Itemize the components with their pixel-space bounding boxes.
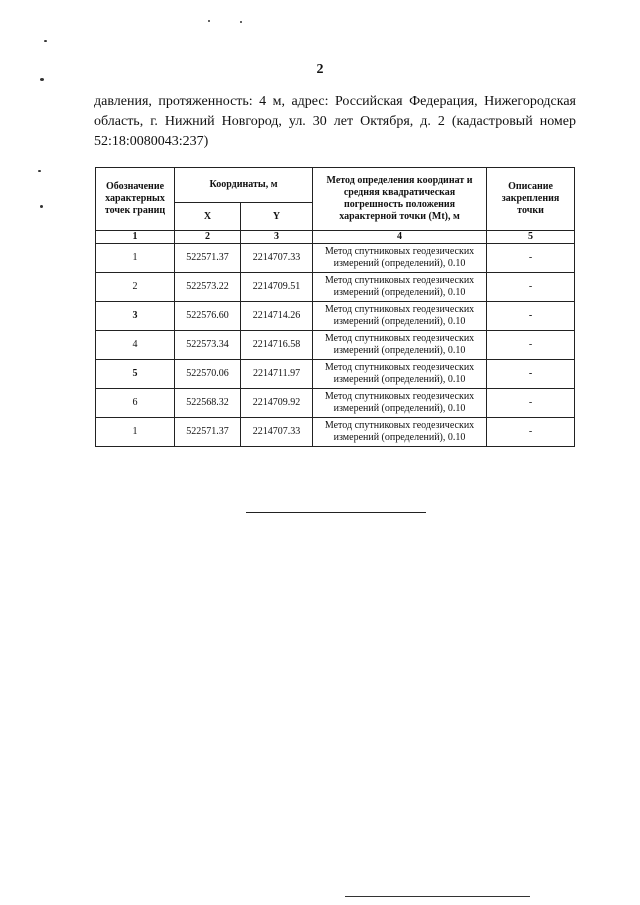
header-method: Метод определения координат и средняя квадратическая погрешность положения характерной точки (Mt), м (313, 168, 487, 231)
cell-y: 2214711.97 (241, 360, 313, 389)
column-number: 3 (241, 231, 313, 244)
cell-point: 2 (96, 273, 175, 302)
column-number: 4 (313, 231, 487, 244)
cell-y: 2214707.33 (241, 418, 313, 447)
body-paragraph: давления, протяженность: 4 м, адрес: Российская Федерация, Нижегородская область, г. Нижний Новгород, ул. 30 лет Октября, д. 2 (кадастровый номер 52:18:0080043:237) (94, 94, 576, 149)
table-row (96, 302, 575, 331)
page-number: 2 (316, 62, 324, 77)
cell-description: - (487, 360, 575, 389)
table-row (96, 273, 575, 302)
cell-y: 2214716.58 (241, 331, 313, 360)
header-coordinates: Координаты, м (175, 168, 313, 203)
cell-method: Метод спутниковых геодезических измерений (определений), 0.10 (313, 331, 487, 360)
coordinates-table (95, 167, 575, 447)
table-row (96, 389, 575, 418)
table-row (96, 360, 575, 389)
cell-method: Метод спутниковых геодезических измерений (определений), 0.10 (313, 360, 487, 389)
cell-description: - (487, 244, 575, 273)
header-x: X (175, 203, 241, 231)
footer-line (345, 896, 530, 897)
separator-line (246, 512, 426, 513)
cell-method: Метод спутниковых геодезических измерений (определений), 0.10 (313, 418, 487, 447)
cell-y: 2214707.33 (241, 244, 313, 273)
header-point-designation: Обозначение характерных точек границ (96, 168, 175, 231)
cell-description: - (487, 273, 575, 302)
header-y: Y (241, 203, 313, 231)
cell-y: 2214709.92 (241, 389, 313, 418)
cell-x: 522568.32 (175, 389, 241, 418)
cell-point: 4 (96, 331, 175, 360)
cell-point: 3 (96, 302, 175, 331)
cell-y: 2214714.26 (241, 302, 313, 331)
cell-method: Метод спутниковых геодезических измерений (определений), 0.10 (313, 244, 487, 273)
cell-x: 522573.34 (175, 331, 241, 360)
cell-x: 522573.22 (175, 273, 241, 302)
column-number: 2 (175, 231, 241, 244)
cell-point: 1 (96, 244, 175, 273)
cell-description: - (487, 418, 575, 447)
column-number: 1 (96, 231, 175, 244)
cell-point: 5 (96, 360, 175, 389)
cell-description: - (487, 389, 575, 418)
scan-speck (38, 170, 41, 172)
cell-point: 1 (96, 418, 175, 447)
scan-speck (208, 20, 210, 22)
table-row (96, 244, 575, 273)
cell-method: Метод спутниковых геодезических измерений (определений), 0.10 (313, 273, 487, 302)
scan-speck (40, 205, 43, 208)
cell-description: - (487, 302, 575, 331)
header-description: Описание закрепления точки (487, 168, 575, 231)
table-row (96, 331, 575, 360)
table-row (96, 418, 575, 447)
cell-x: 522571.37 (175, 244, 241, 273)
cell-x: 522576.60 (175, 302, 241, 331)
cell-point: 6 (96, 389, 175, 418)
scan-speck (240, 21, 242, 23)
cell-y: 2214709.51 (241, 273, 313, 302)
scan-speck (44, 40, 47, 42)
cell-x: 522570.06 (175, 360, 241, 389)
column-number: 5 (487, 231, 575, 244)
cell-method: Метод спутниковых геодезических измерений (определений), 0.10 (313, 302, 487, 331)
cell-x: 522571.37 (175, 418, 241, 447)
cell-description: - (487, 331, 575, 360)
scan-speck (40, 78, 44, 81)
cell-method: Метод спутниковых геодезических измерений (определений), 0.10 (313, 389, 487, 418)
